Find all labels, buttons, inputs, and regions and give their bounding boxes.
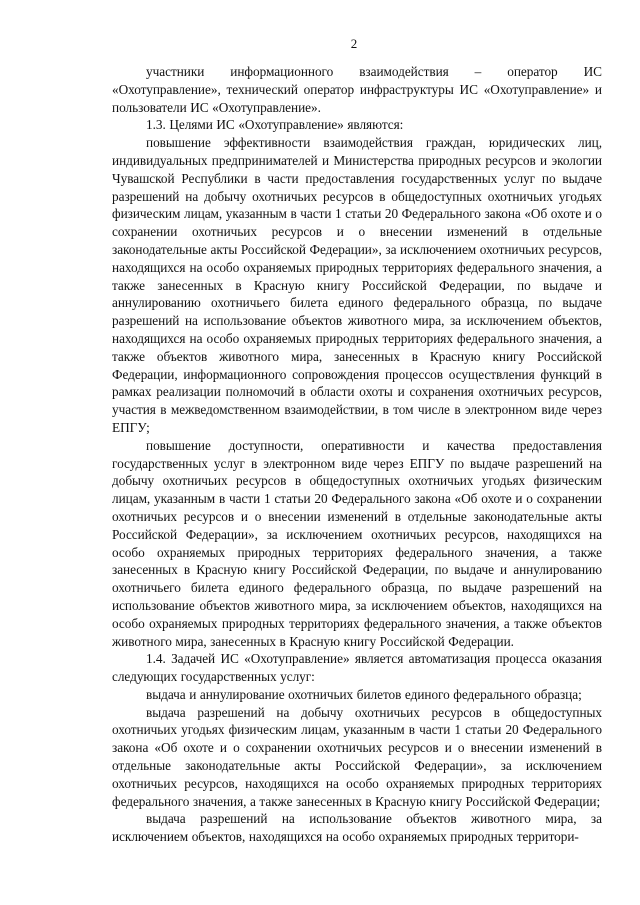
paragraph-task-hunting-permits: выдача разрешений на добычу охотничьих ресурсов в общедоступных охотничьих угодьях физическим лицам, указанным в части 1 статьи 20 Федерального закона «Об охоте и о сохранении охотничьих ресурсов и о внесении изменений в отдельные законодательные акты Российской Федерации», за исключением охотничьих ресурсов, находящихся на особо охраняемых природных территориях федерального значения, а также занесенных в Красную книгу Российской Федерации; xyxy=(112,704,602,809)
paragraph-task-wildlife-permits: выдача разрешений на использование объектов животного мира, за исключением объектов, находящихся на особо охраняемых природных территори- xyxy=(112,811,602,845)
paragraph-goals-heading: 1.3. Целями ИС «Охотуправление» являются: xyxy=(146,117,404,133)
paragraph-goal-efficiency: повышение эффективности взаимодействия граждан, юридических лиц, индивидуальных предпринимателей и Министерства природных ресурсов и экологии Чувашской Республики в части предоставления государственных услуг по выдаче разрешений на добычу охотничьих ресурсов в общедоступных охотничьих угодьях физическим лицам, указанным в части 1 статьи 20 Федерального закона «Об охоте и о сохранении охотничьих ресурсов и о внесении изменений в отдельные законодательные акты Российской Федерации», за исключением охотничьих ресурсов, находящихся на особо охраняемых природных территориях федерального значения, а также занесенных в Красную книгу Российской Федерации, по выдаче и аннулированию охотничьего билета единого федерального образца, по выдаче разрешений на использование объектов животного мира, за исключением объектов, находящихся на особо охраняемых природных территориях федерального значения, а также объектов животного мира, занесенных в Красную книгу Российской Федерации, информационного сопровождения процессов осуществления функций в рамках реализации полномочий в области охоты и сохранения охотничьих ресурсов, участия в межведомственном взаимодействии, в том числе в электронном виде через ЕПГУ; xyxy=(112,135,602,435)
paragraph-participants-continued: участники информационного взаимодействия – оператор ИС «Охотуправление», технический оператор инфраструктуры ИС «Охотуправление» и пользователи ИС «Охотуправление». xyxy=(112,64,602,115)
paragraph-task-hunting-tickets: выдача и аннулирование охотничьих билетов единого федерального образца; xyxy=(146,686,582,702)
paragraph-goal-accessibility: повышение доступности, оперативности и качества предоставления государственных услуг в электронном виде через ЕПГУ по выдаче разрешений на добычу охотничьих ресурсов в общедоступных охотничьих угодьях физическим лицам, указанным в части 1 статьи 20 Федерального закона «Об охоте и о сохранении охотничьих ресурсов и о внесении изменений в отдельные законодательные акты Российской Федерации», за исключением охотничьих ресурсов, находящихся на особо охраняемых природных территориях федерального значения, а также занесенных в Красную книгу Российской Федерации, по выдаче и аннулированию охотничьего билета единого федерального образца, по выдаче разрешений на использование объектов животного мира, за исключением объектов, находящихся на особо охраняемых природных территориях федерального значения, а также объектов животного мира, занесенных в Красную книгу Российской Федерации. xyxy=(112,437,602,649)
document-page xyxy=(112,36,602,846)
page-number: 2 xyxy=(350,36,358,51)
paragraph-task-heading: 1.4. Задачей ИС «Охотуправление» является автоматизация процесса оказания следующих государственных услуг: xyxy=(112,651,602,685)
